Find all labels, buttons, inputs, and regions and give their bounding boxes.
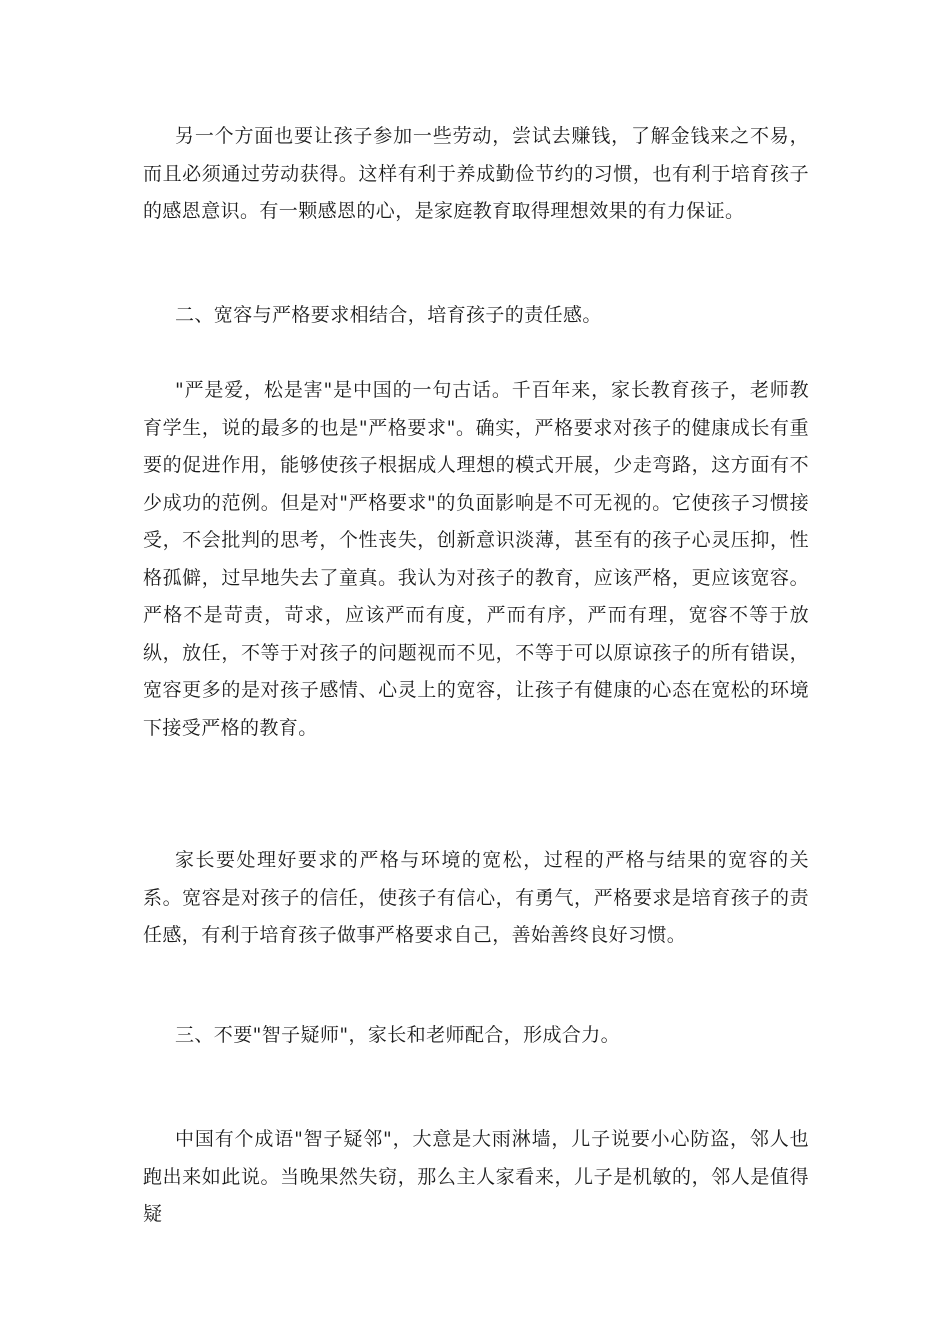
paragraph-parent-balance: 家长要处理好要求的严格与环境的宽松，过程的严格与结果的宽容的关系。宽容是对孩子的信任，使孩子有信心，有勇气，严格要求是培育孩子的责任感，有利于培育孩子做事严格要求自己，善始善终良好习惯。	[143, 849, 809, 946]
section-heading-2: 二、宽容与严格要求相结合，培育孩子的责任感。	[175, 304, 602, 326]
paragraph-labor-gratitude: 另一个方面也要让孩子参加一些劳动，尝试去赚钱，了解金钱来之不易，而且必须通过劳动获得。这样有利于养成勤俭节约的习惯，也有利于培育孩子的感恩意识。有一颗感恩的心，是家庭教育取得理想效果的有力保证。	[143, 125, 809, 222]
paragraph-strict-tolerance: "严是爱，松是害"是中国的一句古话。千百年来，家长教育孩子，老师教育学生，说的最多的也是"严格要求"。确实，严格要求对孩子的健康成长有重要的促进作用，能够使孩子根据成人理想的模式开展，少走弯路，这方面有不少成功的范例。但是对"严格要求"的负面影响是不可无视的。它使孩子习惯接受，不会批判的思考，个性丧失，创新意识淡薄，甚至有的孩子心灵压抑，性格孤僻，过早地失去了童真。我认为对孩子的教育，应该严格，更应该宽容。严格不是苛责，苛求，应该严而有度，严而有序，严而有理，宽容不等于放纵，放任，不等于对孩子的问题视而不见，不等于可以原谅孩子的所有错误，宽容更多的是对孩子感情、心灵上的宽容，让孩子有健康的心态在宽松的环境下接受严格的教育。	[143, 379, 809, 739]
section-heading-3: 三、不要"智子疑师"，家长和老师配合，形成合力。	[175, 1024, 621, 1046]
paragraph-idiom: 中国有个成语"智子疑邻"，大意是大雨淋墙，儿子说要小心防盗，邻人也跑出来如此说。当晚果然失窃，那么主人家看来，儿子是机敏的，邻人是值得疑	[143, 1128, 809, 1225]
